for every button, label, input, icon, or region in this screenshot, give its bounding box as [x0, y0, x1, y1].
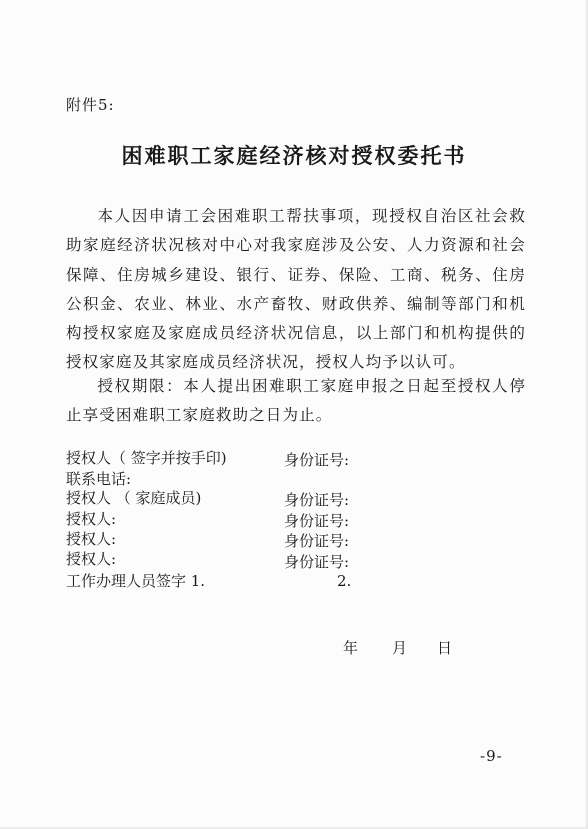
authorization-text: 本人因申请工会困难职工帮扶事项，现授权自治区社会救助家庭经济状况核对中心对我家庭涉及公安、人力资源和社会保障、住房城乡建设、银行、证券、保险、工商、税务、住房公积金、农业、林业、水产畜牧、财政供养、编制等部门和机构授权家庭及家庭成员经济状况信息，以上部门和机构提供的授权家庭及其家庭成员经济状况，授权人均予以认可。 — [66, 207, 526, 372]
authorizer-4-id-label: 身份证号: — [284, 553, 350, 571]
authorizer-3-id-label: 身份证号: — [284, 532, 350, 550]
authorizer-2-id-label: 身份证号: — [284, 512, 350, 530]
staff-signature-label: 工作办理人员签字 1. — [66, 572, 206, 590]
applicant-signature-label: 授权人（ 签字并按手印) — [66, 449, 227, 467]
page-number: -9- — [480, 747, 503, 765]
authorizer-4-label: 授权人: — [66, 550, 117, 568]
authorization-period-paragraph — [66, 372, 526, 431]
family-member-id-label: 身份证号: — [284, 491, 350, 509]
document-title: 困难职工家庭经济核对授权委托书 — [121, 143, 467, 168]
applicant-id-label: 身份证号: — [284, 451, 350, 469]
attachment-label: 附件5: — [66, 96, 115, 114]
date-year-label: 年 — [343, 639, 359, 657]
staff-signature-2-label: 2. — [337, 572, 352, 590]
authorizer-2-label: 授权人: — [66, 510, 117, 528]
authorization-period-text: 授权期限：本人提出困难职工家庭申报之日起至授权人停止享受困难职工家庭救助之日为止。 — [66, 377, 526, 425]
family-member-label: 授权人 （ 家庭成员) — [66, 489, 202, 507]
authorization-paragraph — [66, 202, 526, 378]
phone-label: 联系电话: — [66, 470, 132, 488]
authorizer-3-label: 授权人: — [66, 530, 117, 548]
date-day-label: 日 — [437, 639, 453, 657]
date-month-label: 月 — [392, 639, 408, 657]
